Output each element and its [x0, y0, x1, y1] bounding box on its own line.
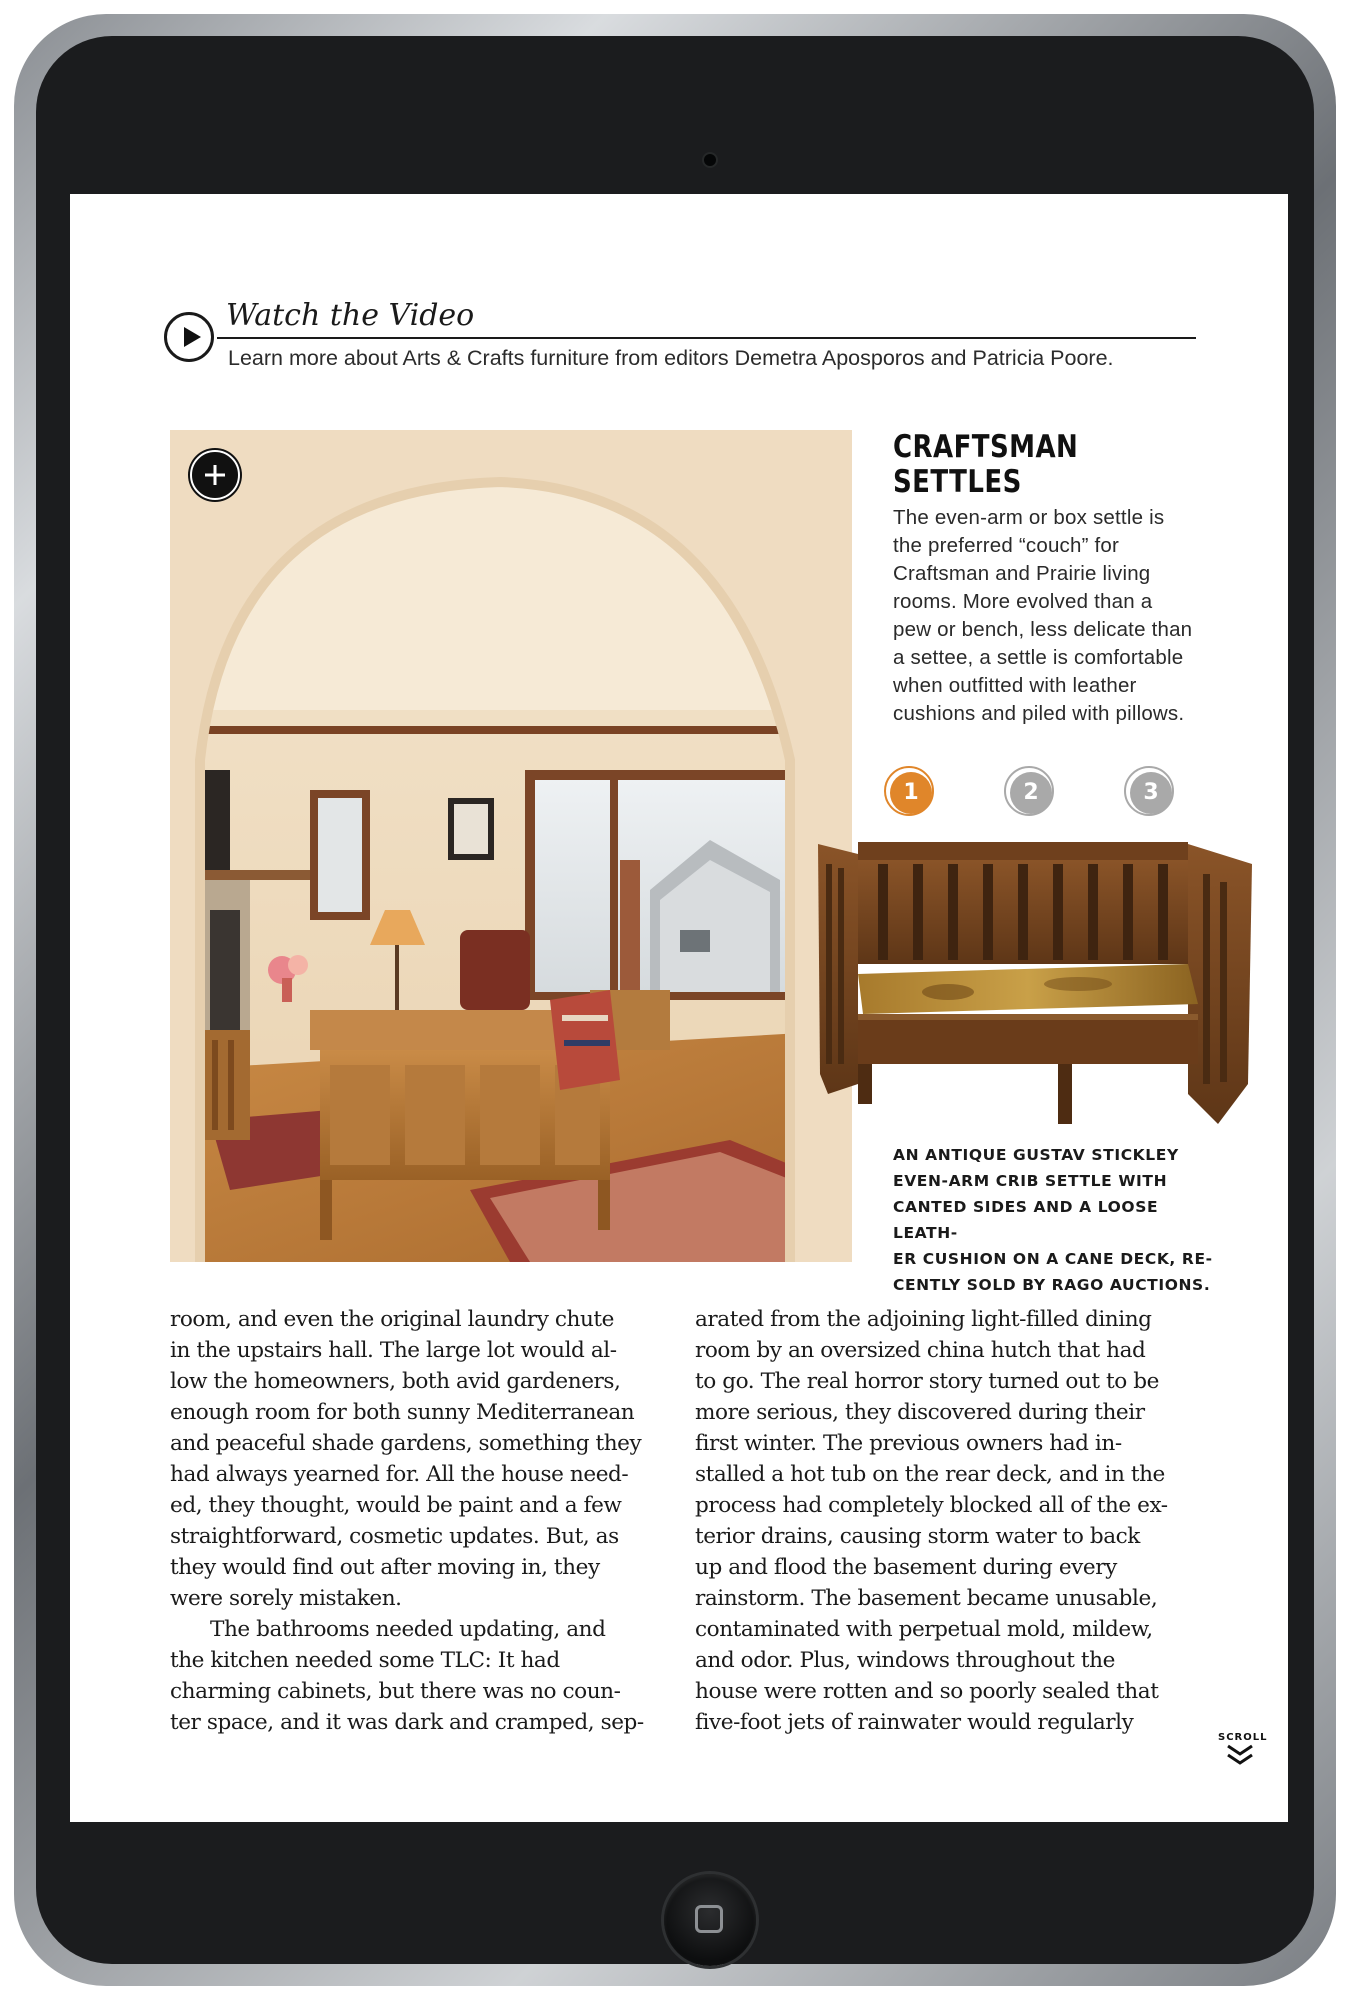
article-line: charming cabinets, but there was no coun-: [170, 1679, 621, 1704]
sidebar-heading: [893, 429, 1079, 500]
article-line: first winter. The previous owners had in-: [695, 1431, 1122, 1456]
article-line: rainstorm. The basement became unusable,: [695, 1586, 1158, 1611]
home-button[interactable]: [664, 1874, 756, 1966]
caption-line: CENTLY SOLD BY RAGO AUCTIONS.: [893, 1276, 1211, 1294]
article-line: room, and even the original laundry chute: [170, 1307, 614, 1332]
home-button-icon: [695, 1905, 723, 1933]
article-line: and peaceful shade gardens, something they: [170, 1431, 642, 1456]
sidebar-heading-line1: CRAFTSMAN: [893, 429, 1079, 465]
sidebar-heading-line2: SETTLES: [893, 464, 1022, 500]
article-line: had always yearned for. All the house need-: [170, 1462, 629, 1487]
tablet-screen: [70, 194, 1288, 1822]
front-camera: [704, 154, 716, 166]
video-divider: [217, 337, 1196, 339]
article-line: up and flood the basement during every: [695, 1555, 1117, 1580]
article-line: the kitchen needed some TLC: It had: [170, 1648, 560, 1673]
gallery-page-3-label: 3: [1130, 772, 1172, 814]
caption-line: CANTED SIDES AND A LOOSE LEATH-: [893, 1198, 1159, 1242]
article-line: five-foot jets of rainwater would regularly: [695, 1710, 1134, 1735]
double-chevron-down-icon: [1225, 1743, 1255, 1767]
scroll-indicator[interactable]: [1218, 1732, 1268, 1771]
article-line: to go. The real horror story turned out to be: [695, 1369, 1159, 1394]
article-line: room by an oversized china hutch that had: [695, 1338, 1146, 1363]
article-line: enough room for both sunny Mediterranean: [170, 1400, 635, 1425]
living-room-photo: [170, 430, 852, 1262]
expand-image-button[interactable]: [190, 450, 240, 500]
gallery-page-3-button[interactable]: [1124, 766, 1174, 816]
play-video-button[interactable]: [164, 312, 214, 362]
gallery-page-1-label: 1: [890, 772, 932, 814]
settle-caption: [893, 1142, 1223, 1298]
article-line: low the homeowners, both avid gardeners,: [170, 1369, 621, 1394]
article-line: terior drains, causing storm water to back: [695, 1524, 1140, 1549]
article-line: straightforward, cosmetic updates. But, as: [170, 1524, 619, 1549]
article-line: they would find out after moving in, they: [170, 1555, 600, 1580]
scroll-label: SCROLL: [1218, 1732, 1268, 1743]
video-title: Watch the Video: [226, 298, 475, 333]
article-line: arated from the adjoining light-filled dining: [695, 1307, 1152, 1332]
article-column-right: [695, 1304, 1215, 1738]
article-line: stalled a hot tub on the rear deck, and in the: [695, 1462, 1165, 1487]
article-line: ed, they thought, would be paint and a few: [170, 1493, 622, 1518]
article-line: The bathrooms needed updating, and: [210, 1617, 606, 1642]
caption-line: AN ANTIQUE GUSTAV STICKLEY: [893, 1146, 1179, 1164]
article-line: more serious, they discovered during their: [695, 1400, 1145, 1425]
gallery-page-2-label: 2: [1010, 772, 1052, 814]
article-line: and odor. Plus, windows throughout the: [695, 1648, 1115, 1673]
settle-photo: [818, 834, 1252, 1128]
caption-line: EVEN-ARM CRIB SETTLE WITH: [893, 1172, 1168, 1190]
article-line: ter space, and it was dark and cramped, sep-: [170, 1710, 644, 1735]
article-line: contaminated with perpetual mold, mildew,: [695, 1617, 1153, 1642]
sidebar-description: The even-arm or box settle is the preferred “couch” for Craftsman and Prairie living rooms. More evolved than a pew or bench, less delicate than a settee, a settle is comfortable when outfitted with leather cushions and piled with pillows.: [893, 506, 1193, 725]
article-line: were sorely mistaken.: [170, 1586, 402, 1611]
article-column-left: [170, 1304, 690, 1738]
gallery-page-1-button[interactable]: [884, 766, 934, 816]
article-line: in the upstairs hall. The large lot would al-: [170, 1338, 617, 1363]
video-subtitle: Learn more about Arts & Crafts furniture from editors Demetra Aposporos and Patricia Poore.: [228, 346, 1114, 370]
caption-line: ER CUSHION ON A CANE DECK, RE-: [893, 1250, 1213, 1268]
gallery-page-2-button[interactable]: [1004, 766, 1054, 816]
article-line: house were rotten and so poorly sealed that: [695, 1679, 1159, 1704]
article-line: process had completely blocked all of the ex-: [695, 1493, 1168, 1518]
